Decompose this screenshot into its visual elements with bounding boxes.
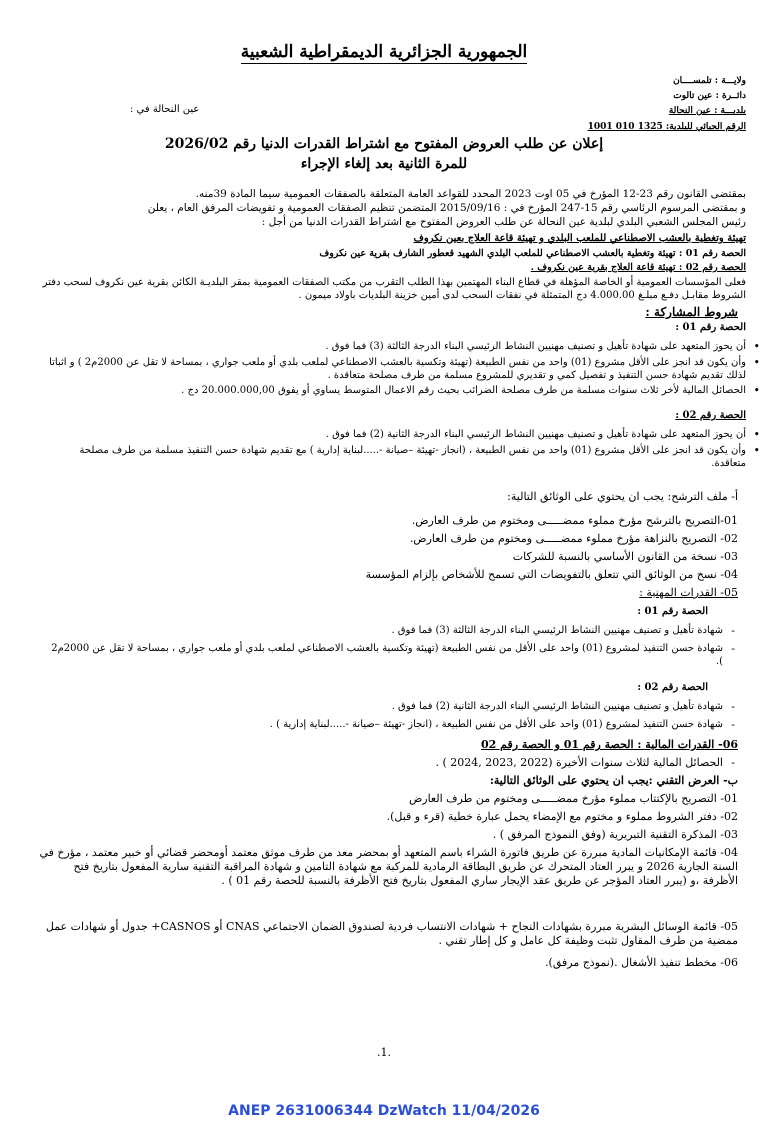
technical-item: 01- التصريح بالإكتتاب مملوء مؤرخ ممضـــــى ومختوم من طرف العارض [408,792,738,805]
project-title: تهيئة وتغطية بالعشب الاصطناعي للملعب البلدي و تهيئة قاعة العلاج بعين نكروف [413,233,746,244]
conditions-title: شروط المشاركة : [645,305,738,319]
lot1-label: الحصة رقم 01 : تهيئة وتغطية بالعشب الاصطناعي للملعب البلدي الشهيد قعطور الشارف بقرية عين نكروف [319,248,746,259]
intro-law: بمقتضى القانون رقم 23-12 المؤرخ في 05 اوت 2023 المحدد للقواعد العامة المتعلقة بالصفقات العمومية سيما المادة 39منه. [195,188,746,200]
announcement-title: إعلان عن طلب العروض المفتوح مع اشتراط القدرات الدنيا رقم 2026/02 [164,136,604,152]
capacity-lot1-title: الحصة رقم 01 : [637,606,708,617]
candidature-title: أ- ملف الترشح: يجب ان يحتوي على الوثائق التالية: [507,490,738,503]
daira-line: دائــرة : عين تالوت [673,91,746,101]
conditions-lot2-item: • وأن يكون قد انجز على الأقل مشروع (01) واحد من نفس الطبيعة ، (انجاز -تهيئة –صيانة -.....لبناية إدارية ) مع تقديم شهادة حسن التنفيذ مسلمة من طرف مصلحة متعاقدة. [46,444,746,470]
page-number: .1. [377,1046,391,1059]
capacity-lot2-title: الحصة رقم 02 : [637,682,708,693]
technical-title: ب- العرض التقني :يجب ان يحتوي على الوثائق التالية: [489,774,738,787]
fiscal-id-line: الرقم الجبائي للبلدية: 1325 010 1001 [587,122,746,132]
candidature-item: 03- نسخة من القانون الأساسي بالنسبة للشركات [512,550,738,563]
place-date: عين النحالة في : [130,104,200,115]
candidature-item: 04- نسخ من الوثائق التي تتعلق بالتفويضات التي تسمح للأشخاص بإلزام المؤسسة [365,568,738,581]
wilaya-line: ولايـــة : تلمســــان [673,76,746,86]
technical-item: 03- المذكرة التقنية التبريرية (وفق النموذج المرفق ) . [492,828,738,841]
conditions-lot1-item: • وأن يكون قد انجز على الأقل مشروع (01) واحد من نفس الطبيعة (تهيئة وتكسية بالعشب الاصطناعي لملعب بلدي أو ملعب جواري ، بمساحة لا تقل عن 2000م2 ) و اثباتا لذلك تقديم شهادة حسن التنفيذ و تفصيل كمي و تقديري للمشروع مسلمة من طرف مصلحة متعاقدة . [46,356,746,382]
candidature-item: 02- التصريح بالنزاهة مؤرخ مملوء ممضـــــى ومختوم من طرف العارض. [409,532,738,545]
candidature-item: 05- القدرات المهنية : [639,586,738,599]
intro-decree: و بمقتضى المرسوم الرئاسي رقم 15-247 المؤرخ في : 2015/09/16 المتضمن تنظيم الصفقات العمومية و تفويضات المرفق العام ، يعلن [147,202,746,214]
conditions-lot2-item: • أن يحوز المتعهد على شهادة تأهيل و تصنيف مهنيين النشاط الرئيسي البناء الدرجة الثانية (2) فما فوق . [46,428,746,441]
capacity-lot2-item: - شهادة حسن التنفيذ لمشروع (01) واحد على الأقل من نفس الطبيعة ، (انجاز -تهيئة –صيانة -.....لبناية إدارية ) . [43,718,723,731]
technical-item: 05- قائمة الوسائل البشرية مبررة بشهادات النجاح + شهادات الانتساب فردية لصندوق الضمان الاجتماعي CNAS أو CASNOS+ جدول أو شهادات عمل ممضية من طرف المقاول تثبت وظيفة كل عامل و كل إطار تقني . [45,920,738,947]
financial-item: - الحصائل المالية لثلاث سنوات الأخيرة (2022 ,2023 ,2024 ) . [43,756,723,769]
financial-title: 06- القدرات المالية : الحصة رقم 01 و الحصة رقم 02 [480,738,738,751]
conditions-lot2-title: الحصة رقم 02 : [675,410,746,421]
capacity-lot1-item: - شهادة حسن التنفيذ لمشروع (01) واحد على الأقل من نفس الطبيعة (تهيئة وتكسية بالعشب الاصطناعي لملعب بلدي أو ملعب جواري ، بمساحة لا تقل عن 2000م2 ). [43,642,723,668]
announcement-subtitle: للمرة الثانية بعد إلغاء الإجراء [300,156,468,172]
technical-item: 04- قائمة الإمكانيات المادية مبررة عن طريق فاتورة الشراء باسم المتعهد أو بمحضر معد من طرف موثق معتمد أومحضر قضائي أو خبير معتمد ، مؤرخ في السنة الجارية 2026 و يبرر العتاد المتحرك عن طريق البطاقة الرمادية للمركبة مع شهادة التامين و شهادة المراقبة التقنية سارية المفعول بتاريخ فتح الأظرفة ،و (يبرر العتاد المؤجر عن طريق عقد الإيجار ساري المفعول بتاريخ فتح الأظرفة بالنسبة للحصة رقم 01 ) . [39,846,738,887]
technical-item: 06- مخطط تنفيذ الأشغال .(نموذج مرفق). [545,956,738,969]
commune-line: بلديـــة : عين النحالة [668,106,746,116]
intro-announcer: رئيس المجلس الشعبي البلدي لبلدية عين النحالة عن طلب العروض المفتوح مع اشتراط القدرات الدنيا من أجل : [261,216,746,228]
anep-footer: ANEP 2631006344 DzWatch 11/04/2026 [228,1103,540,1119]
republic-title: الجمهورية الجزائرية الديمقراطية الشعبية [240,42,528,62]
intro-withdrawal: فعلى المؤسسات العمومية أو الخاصة المؤهلة في قطاع البناء المهتمين بهذا الطلب التقرب من مكتب الصفقات العمومية بمقر البلديـة الكائن بقرية عين نكروف لسحب دفتر الشروط مقابـل دفـع مبلـغ 4.000.00 دج المتمثلة في نفقات السحب لدى أمين خزينة البلديات باولاد ميمون . [42,277,746,301]
capacity-lot1-item: - شهادة تأهيل و تصنيف مهنيين النشاط الرئيسي البناء الدرجة الثالثة (3) فما فوق . [43,624,723,637]
conditions-lot1-title: الحصة رقم 01 : [675,322,746,333]
lot2-label: الحصة رقم 02 : تهيئة قاعة العلاج بقرية عين نكروف . [530,262,746,273]
conditions-lot1-item: • الحصائل المالية لأخر ثلاث سنوات مسلمة من طرف مصلحة الضرائب بحيث رقم الاعمال المتوسط يساوي أو يفوق 20.000.000,00 دج . [46,384,746,397]
candidature-item: 01-التصريح بالترشح مؤرخ مملوء ممضـــــى ومختوم من طرف العارض. [411,514,738,527]
conditions-lot1-item: • أن يحوز المتعهد على شهادة تأهيل و تصنيف مهنيين النشاط الرئيسي البناء الدرجة الثالثة (3) فما فوق . [46,340,746,353]
technical-item: 02- دفتر الشروط مملوء و مختوم مع الإمضاء يحمل عبارة خطية (قرء و قبل). [386,810,738,823]
capacity-lot2-item: - شهادة تأهيل و تصنيف مهنيين النشاط الرئيسي البناء الدرجة الثانية (2) فما فوق . [43,700,723,713]
